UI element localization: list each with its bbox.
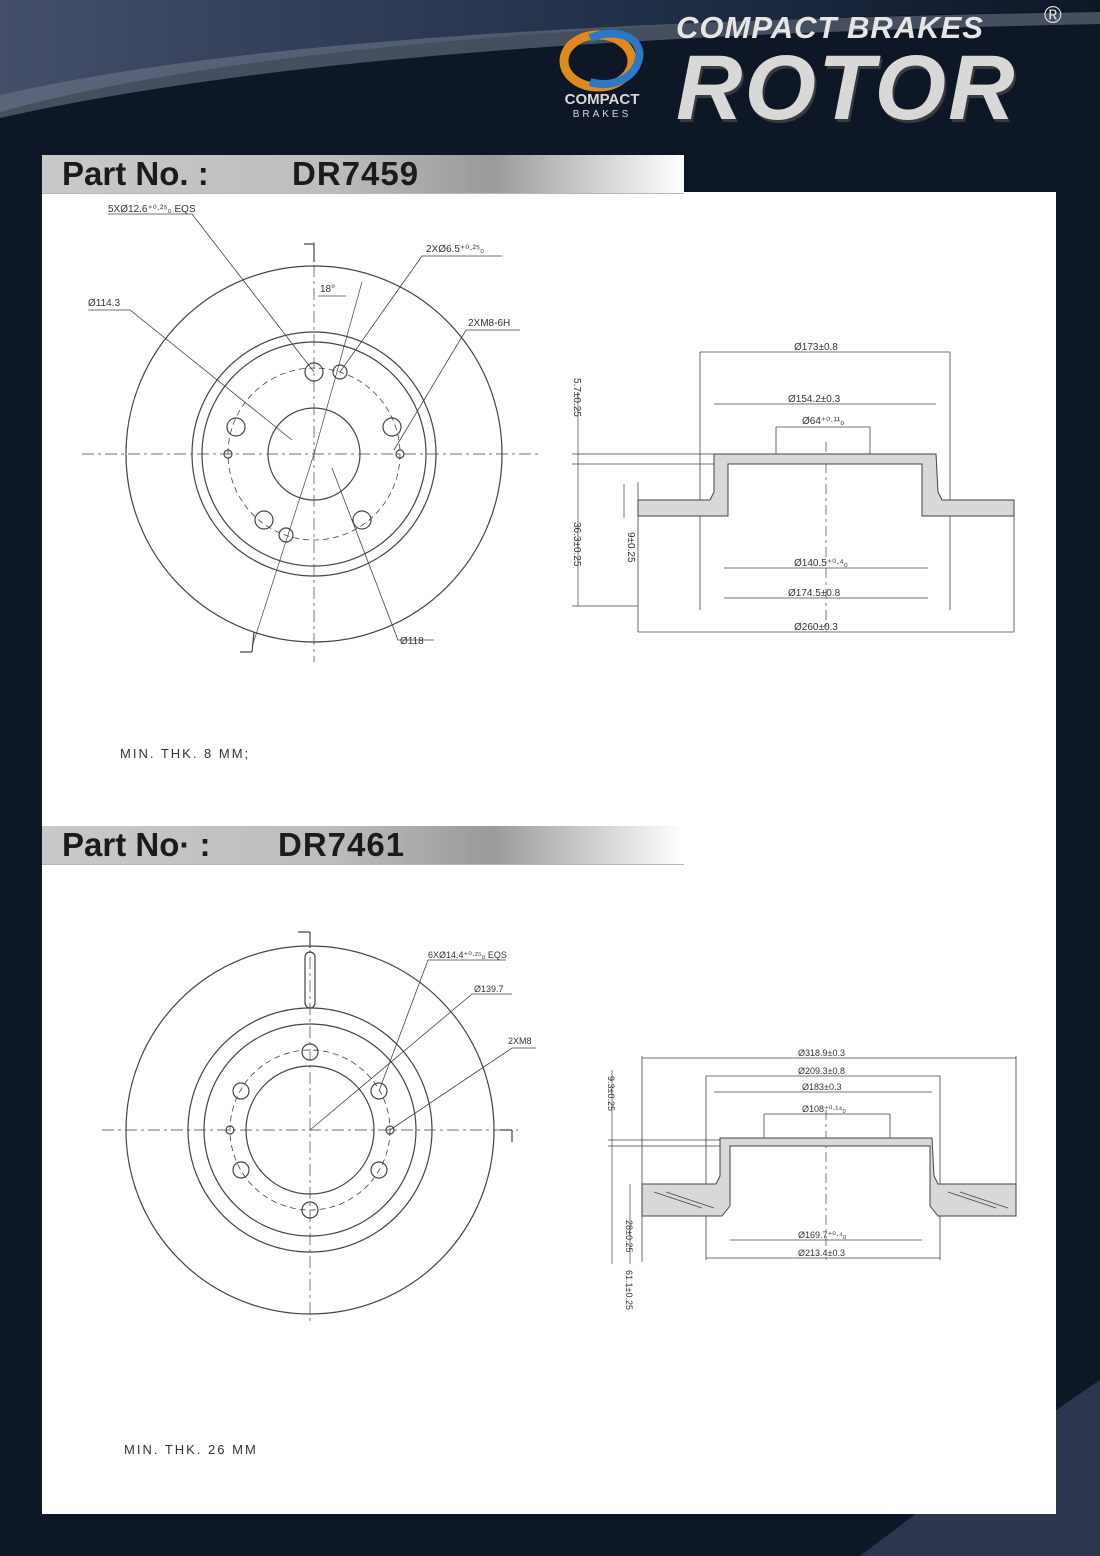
part-header (42, 155, 684, 194)
dim-h1: 5.7±0.25 (571, 378, 582, 417)
technical-drawing-dr7461 (42, 920, 1056, 1340)
dim-d3: Ø64⁺⁰·¹¹₀ (802, 416, 845, 427)
technical-drawing-dr7459 (42, 192, 1056, 812)
bolt-hole (383, 418, 401, 436)
dim-threads: 2XM8 (508, 1036, 532, 1046)
dim-h2: 36.3±0.25 (571, 522, 582, 567)
part-header (42, 826, 684, 865)
logo-word-top: COMPACT (564, 91, 640, 108)
dim-small-holes: 2XØ6.5⁺⁰·²⁵₀ (426, 244, 485, 255)
dim-holes: 6XØ14.4⁺⁰·²⁵₀ EQS (428, 950, 507, 960)
min-thickness: MIN. THK. 8 MM; (120, 746, 251, 761)
dim-d4: Ø140.5⁺⁰·⁴₀ (794, 558, 848, 569)
dim-threads: 2XM8-6H (468, 318, 511, 329)
min-thickness: MIN. THK. 26 MM (124, 1442, 258, 1457)
dim-d5: Ø174.5±0.8 (788, 588, 841, 599)
part-number-label: Part No. : (62, 155, 209, 192)
dim-h3: 61.1±0.25 (624, 1270, 634, 1310)
brand-logo (550, 16, 660, 126)
section-profile (642, 1138, 1016, 1216)
product-title: ROTOR (676, 37, 1017, 139)
dim-d1: Ø173±0.8 (794, 342, 838, 353)
dim-d6: Ø260±0.3 (794, 622, 838, 633)
dim-h2: 28±0.25 (624, 1220, 634, 1253)
dim-pcd: Ø114.3 (88, 298, 121, 309)
dim-d1: Ø318.9±0.3 (798, 1048, 845, 1058)
dim-d6: Ø213.4±0.3 (798, 1248, 845, 1258)
dim-d5: Ø169.7⁺⁰·⁴₀ (798, 1230, 847, 1240)
dim-d3: Ø183±0.3 (802, 1082, 842, 1092)
registered-mark: ® (1044, 2, 1062, 29)
dim-angle: 18° (320, 284, 336, 295)
bolt-hole (233, 1162, 249, 1178)
dim-h3: 9±0.25 (625, 532, 636, 563)
part-number: DR7459 (292, 155, 420, 192)
bolt-hole (353, 511, 371, 529)
part-number-label: Part No· : (62, 826, 211, 863)
dim-hub: Ø118 (400, 636, 424, 647)
bolt-hole (255, 511, 273, 529)
dim-h1: 9.3±0.25 (606, 1076, 616, 1111)
brand-name: COMPACT BRAKES (676, 10, 984, 45)
dim-d4: Ø108⁺⁰·¹⁴₀ (802, 1104, 846, 1114)
logo-word-bottom: BRAKES (572, 109, 632, 120)
dim-d2: Ø154.2±0.3 (788, 394, 841, 405)
dim-d2: Ø209.3±0.8 (798, 1066, 845, 1076)
part-number: DR7461 (278, 826, 406, 863)
bolt-hole (227, 418, 245, 436)
dim-holes: 5XØ12.6⁺⁰·²⁵₀ EQS (108, 204, 196, 215)
dim-pcd: Ø139.7 (474, 984, 504, 994)
bolt-hole (233, 1083, 249, 1099)
